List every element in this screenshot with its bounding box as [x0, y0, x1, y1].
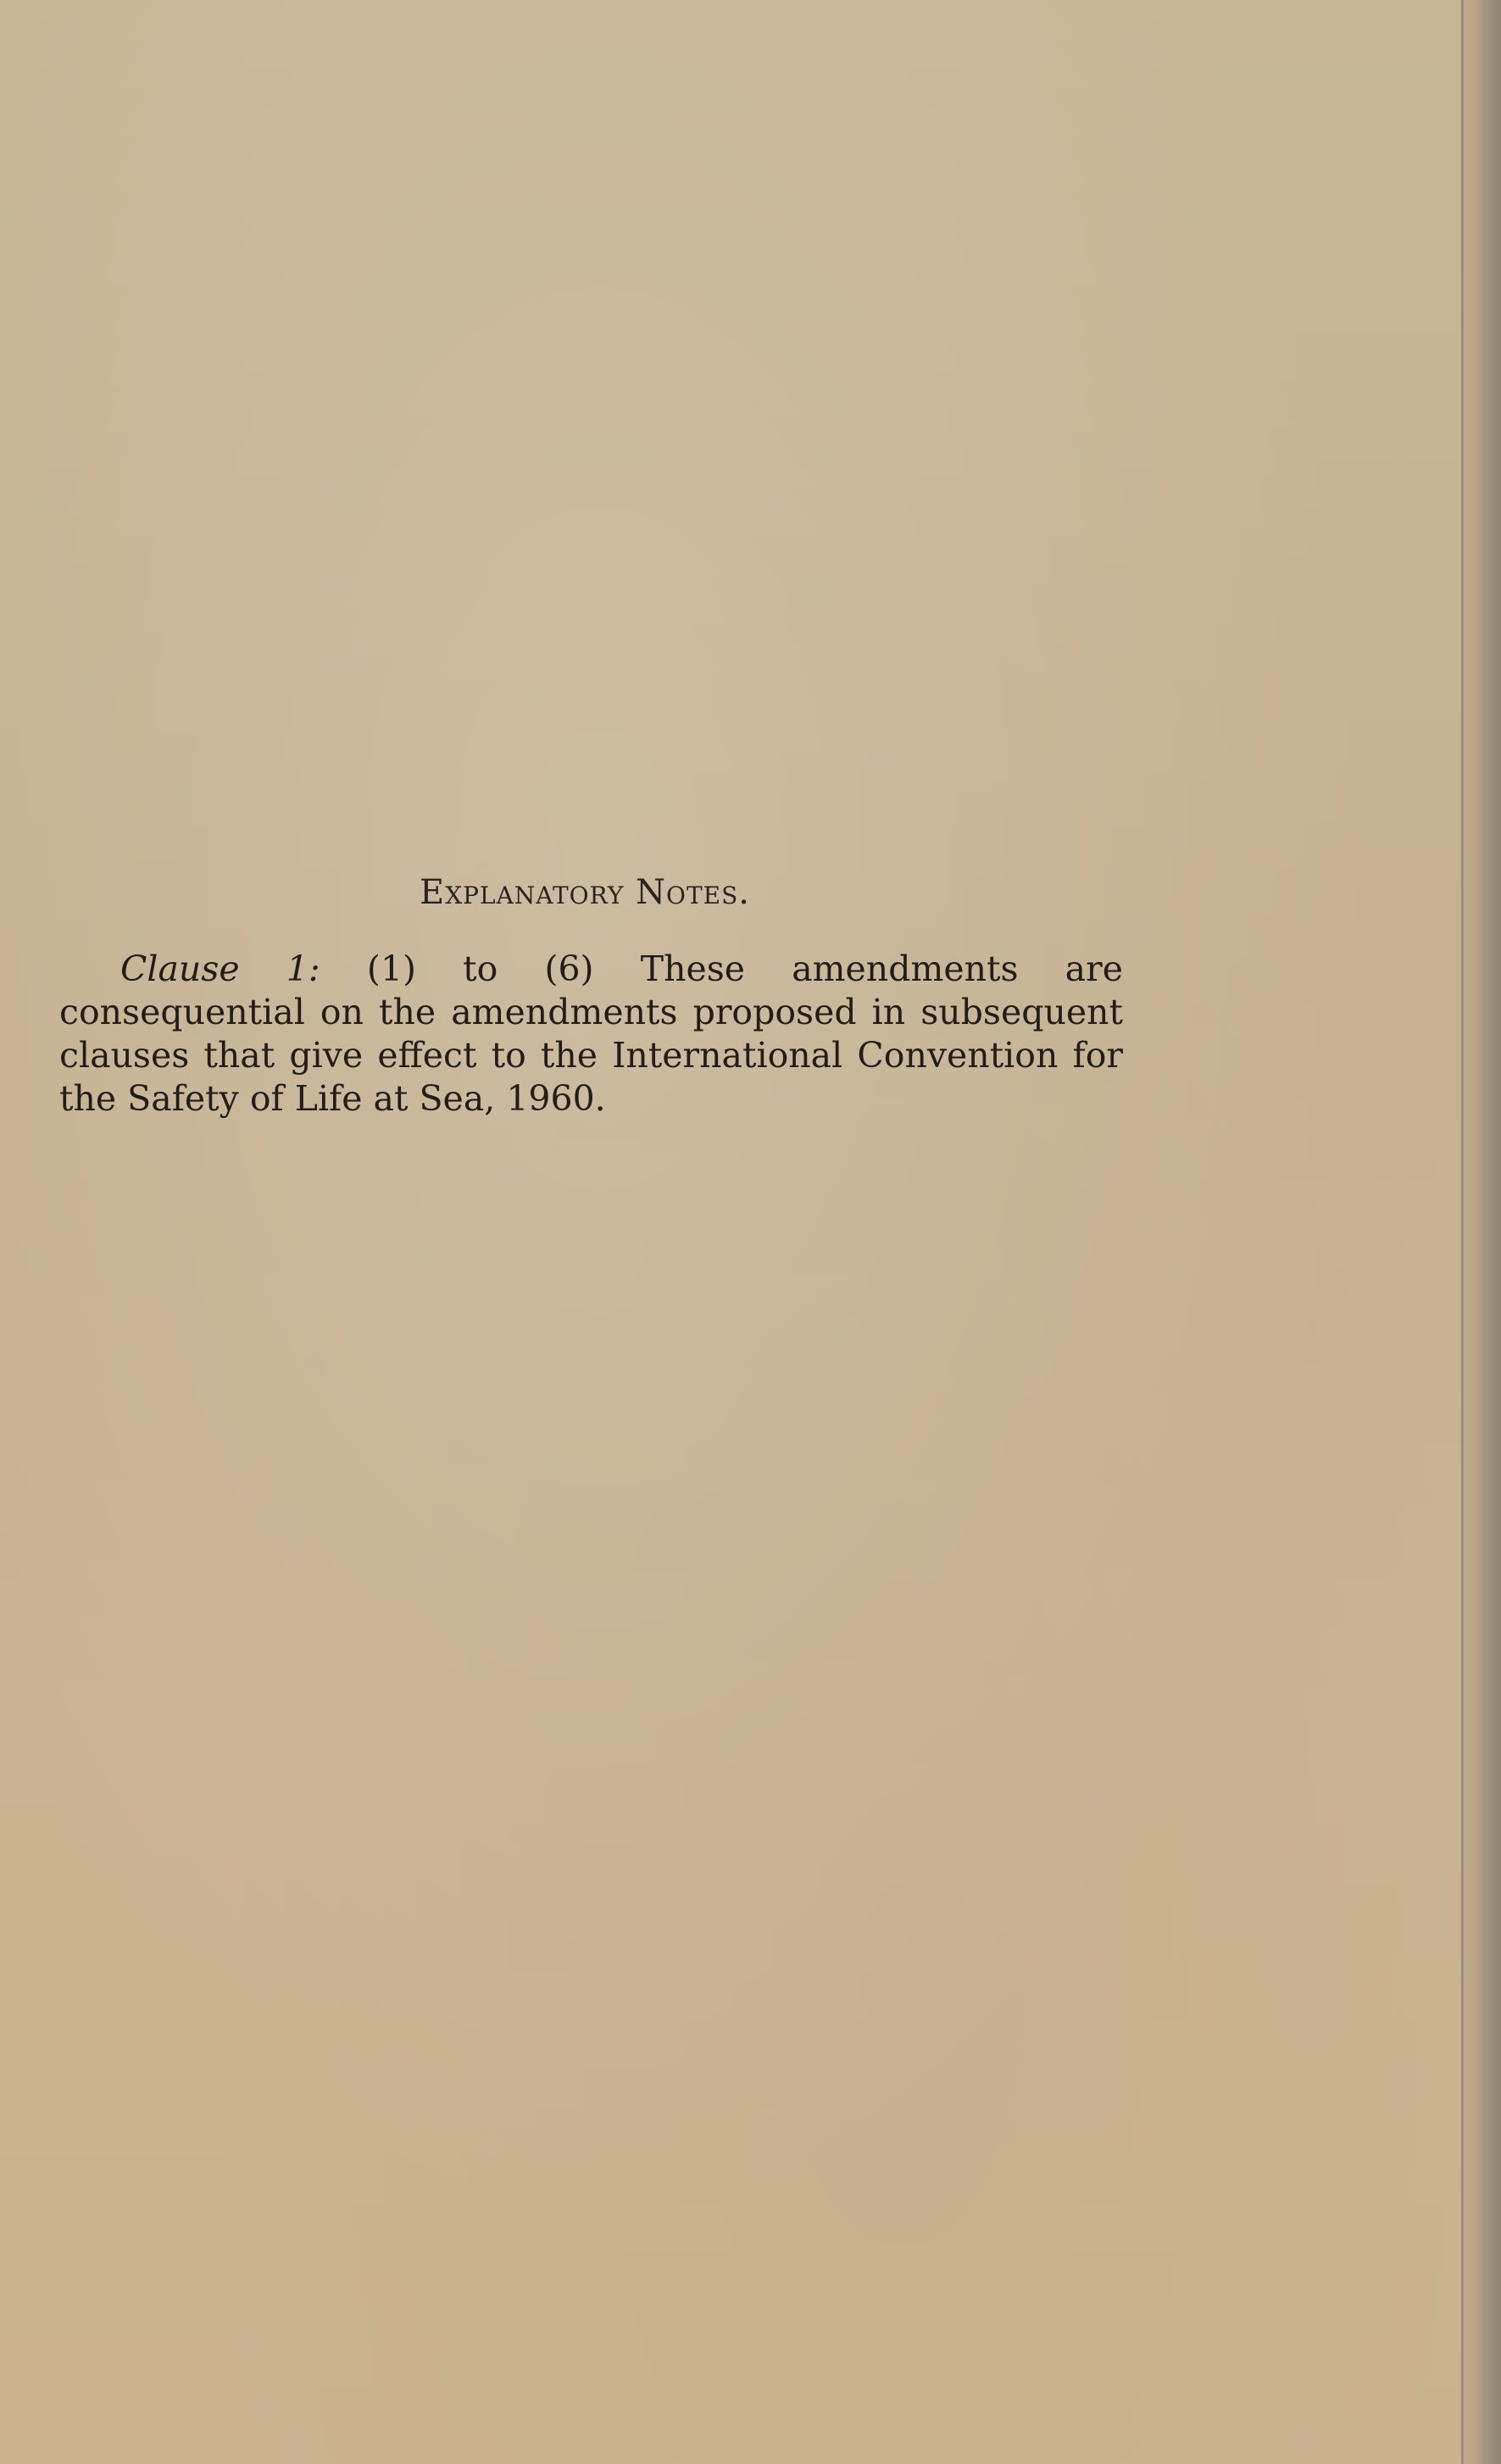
clause-label: Clause 1:: [120, 948, 320, 989]
page-edge: [1460, 0, 1501, 2464]
explanatory-note-paragraph: [59, 948, 1123, 1121]
page-edge-shadow: [1461, 0, 1464, 2464]
note-text: (1) to (6) These amendments are consequential on the amendments proposed in subsequent clauses that give effect to the International Convention for the Safety of Life at Sea, 1960.: [59, 948, 1123, 1119]
section-heading: Explanatory Notes.: [420, 873, 750, 912]
note-indent: [59, 948, 1123, 1119]
